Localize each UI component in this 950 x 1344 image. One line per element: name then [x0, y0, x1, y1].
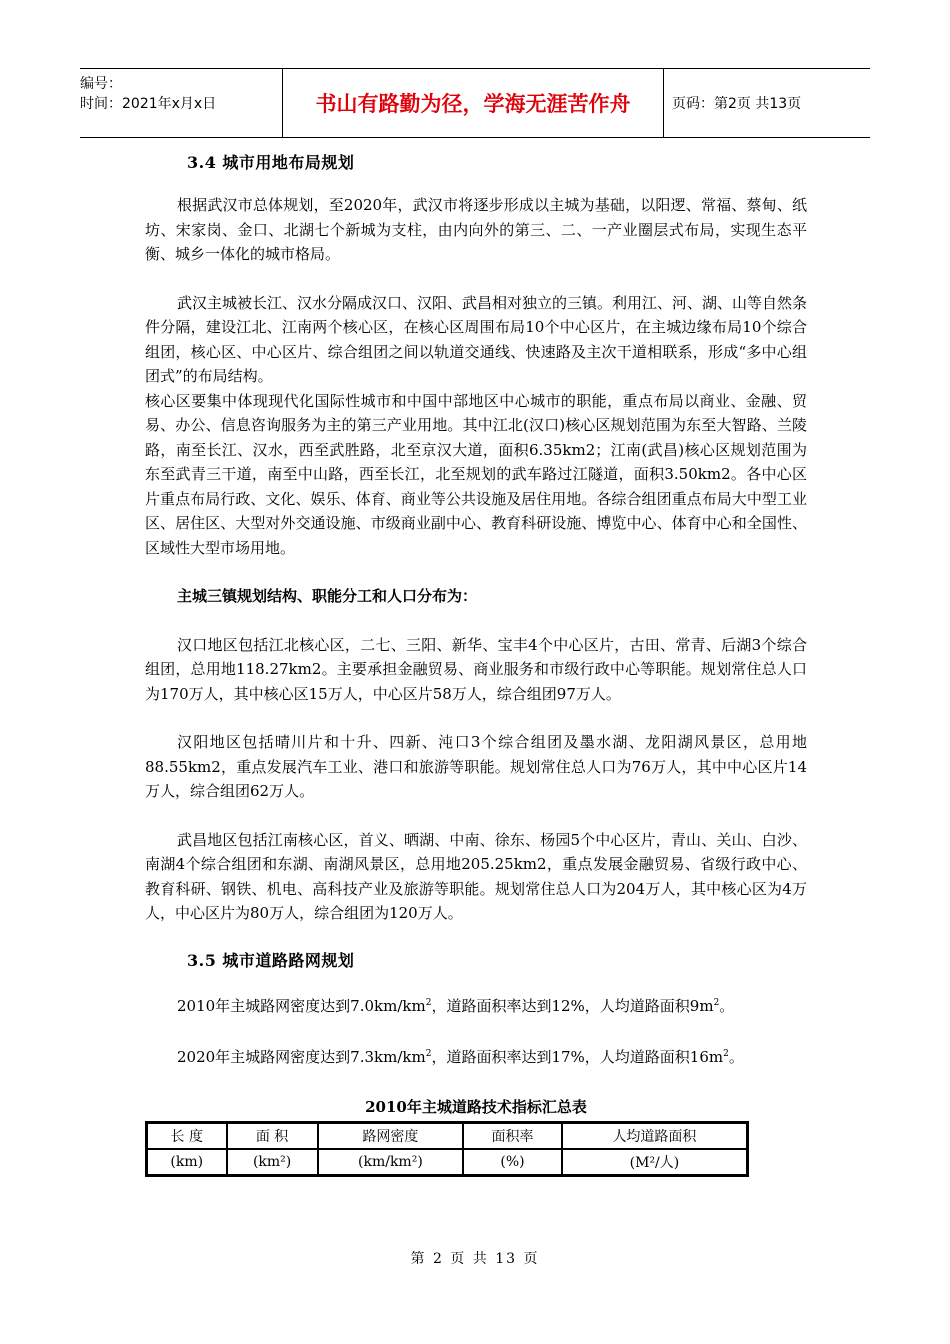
paragraph: 汉阳地区包括晴川片和十升、四新、沌口3个综合组团及墨水湖、龙阳湖风景区，总用地88.55km2，重点发展汽车工业、港口和旅游等职能。规划常住总人口为76万人，其中中心区片14万人，综合组团62万人。	[145, 733, 807, 800]
paragraph: 核心区要集中体现现代化国际性城市和中国中部地区中心城市的职能，重点布局以商业、金融、贸易、办公、信息咨询服务为主的第三产业用地。其中江北(汉口)核心区规划范围为东至大智路、兰陵路，南至长江、汉水，西至武胜路，北至京汉大道，面积6.35km2；江南(武昌)核心区规划范围为东至武青三干道，南至中山路，西至长江，北至规划的武车路过江隧道，面积3.50km2。各中心区片重点布局行政、文化、娱乐、体育、商业等公共设施及居住用地。各综合组团重点布局大中型工业区、居住区、大型对外交通设施、市级商业副中心、教育科研设施、博览中心、体育中心和全国性、区域性大型市场用地。	[145, 391, 807, 557]
table-unit-row	[147, 1149, 747, 1175]
table-header-cell: 人均道路面积	[562, 1123, 747, 1149]
table-cell: (%)	[463, 1149, 562, 1175]
paragraph: 汉口地区包括江北核心区，二七、三阳、新华、宝丰4个中心区片，古田、常青、后湖3个综合组团，总用地118.27km2。主要承担金融贸易、商业服务和市级行政中心等职能。规划常住总人口为170万人，其中核心区15万人，中心区片58万人，综合组团97万人。	[145, 635, 807, 703]
header-page-info: 页码：第2页 共13页	[672, 96, 802, 112]
table-cell: (M²/人)	[562, 1149, 747, 1175]
paragraph: 2010年主城路网密度达到$7.0km/km^2$，道路面积率达到12%，人均道路面积$9m^2$。	[177, 996, 735, 1015]
table-cell: (km/km²)	[318, 1149, 464, 1175]
table-header-row	[147, 1123, 747, 1149]
table-header-cell: 面 积	[227, 1123, 318, 1149]
paragraph: 根据武汉市总体规划，至2020年，武汉市将逐步形成以主城为基础，以阳逻、常福、蔡甸、纸坊、宋家岗、金口、北湖七个新城为支柱，由内向外的第三、二、一产业圈层式布局，实现生态平衡、城乡一体化的城市格局。	[145, 196, 807, 263]
document-body	[145, 150, 807, 1177]
paragraph: 武昌地区包括江南核心区，首义、晒湖、中南、徐东、杨园5个中心区片，青山、关山、白沙、南湖4个综合组团和东湖、南湖风景区，总用地205.25km2，重点发展金融贸易、省级行政中心、教育科研、钢铁、机电、高科技产业及旅游等职能。规划常住总人口为204万人，其中核心区为4万人，中心区片为80万人，综合组团为120万人。	[145, 830, 807, 922]
page-footer: 第 2 页 共 13 页	[410, 1251, 540, 1267]
date-label: 时间：2021年x月x日	[80, 96, 217, 112]
paragraph: 武汉主城被长江、汉水分隔成汉口、汉阳、武昌相对独立的三镇。利用江、河、湖、山等自然条件分隔，建设江北、江南两个核心区，在核心区周围布局10个中心区片，在主城边缘布局10个综合组团，核心区、中心区片、综合组团之间以轨道交通线、快速路及主次干道相联系，形成“多中心组团式”的布局结构。	[145, 293, 808, 385]
table-header-cell: 长 度	[147, 1123, 227, 1149]
section-3-5-title: 3.5 城市道路路网规划	[187, 950, 355, 970]
table-cell: (km)	[147, 1149, 227, 1175]
header-meta	[80, 69, 282, 137]
subheading: 主城三镇规划结构、职能分工和人口分布为：	[177, 587, 478, 605]
table-header-cell: 路网密度	[318, 1123, 464, 1149]
table-title: 2010年主城道路技术指标汇总表	[365, 1097, 587, 1116]
table-header-cell: 面积率	[463, 1123, 562, 1149]
header-motto: 书山有路勤为径，学海无涯苦作舟	[282, 69, 664, 137]
paragraph: 2020年主城路网密度达到$7.3km/km^2$，道路面积率达到17%，人均道路面积$16m^2$。	[177, 1048, 744, 1066]
table-cell: (km²)	[227, 1149, 318, 1175]
page-header	[80, 68, 870, 138]
section-3-4-title: 3.4 城市用地布局规划	[187, 153, 355, 172]
number-label: 编号：	[80, 76, 122, 92]
road-indicator-table	[145, 1121, 749, 1177]
